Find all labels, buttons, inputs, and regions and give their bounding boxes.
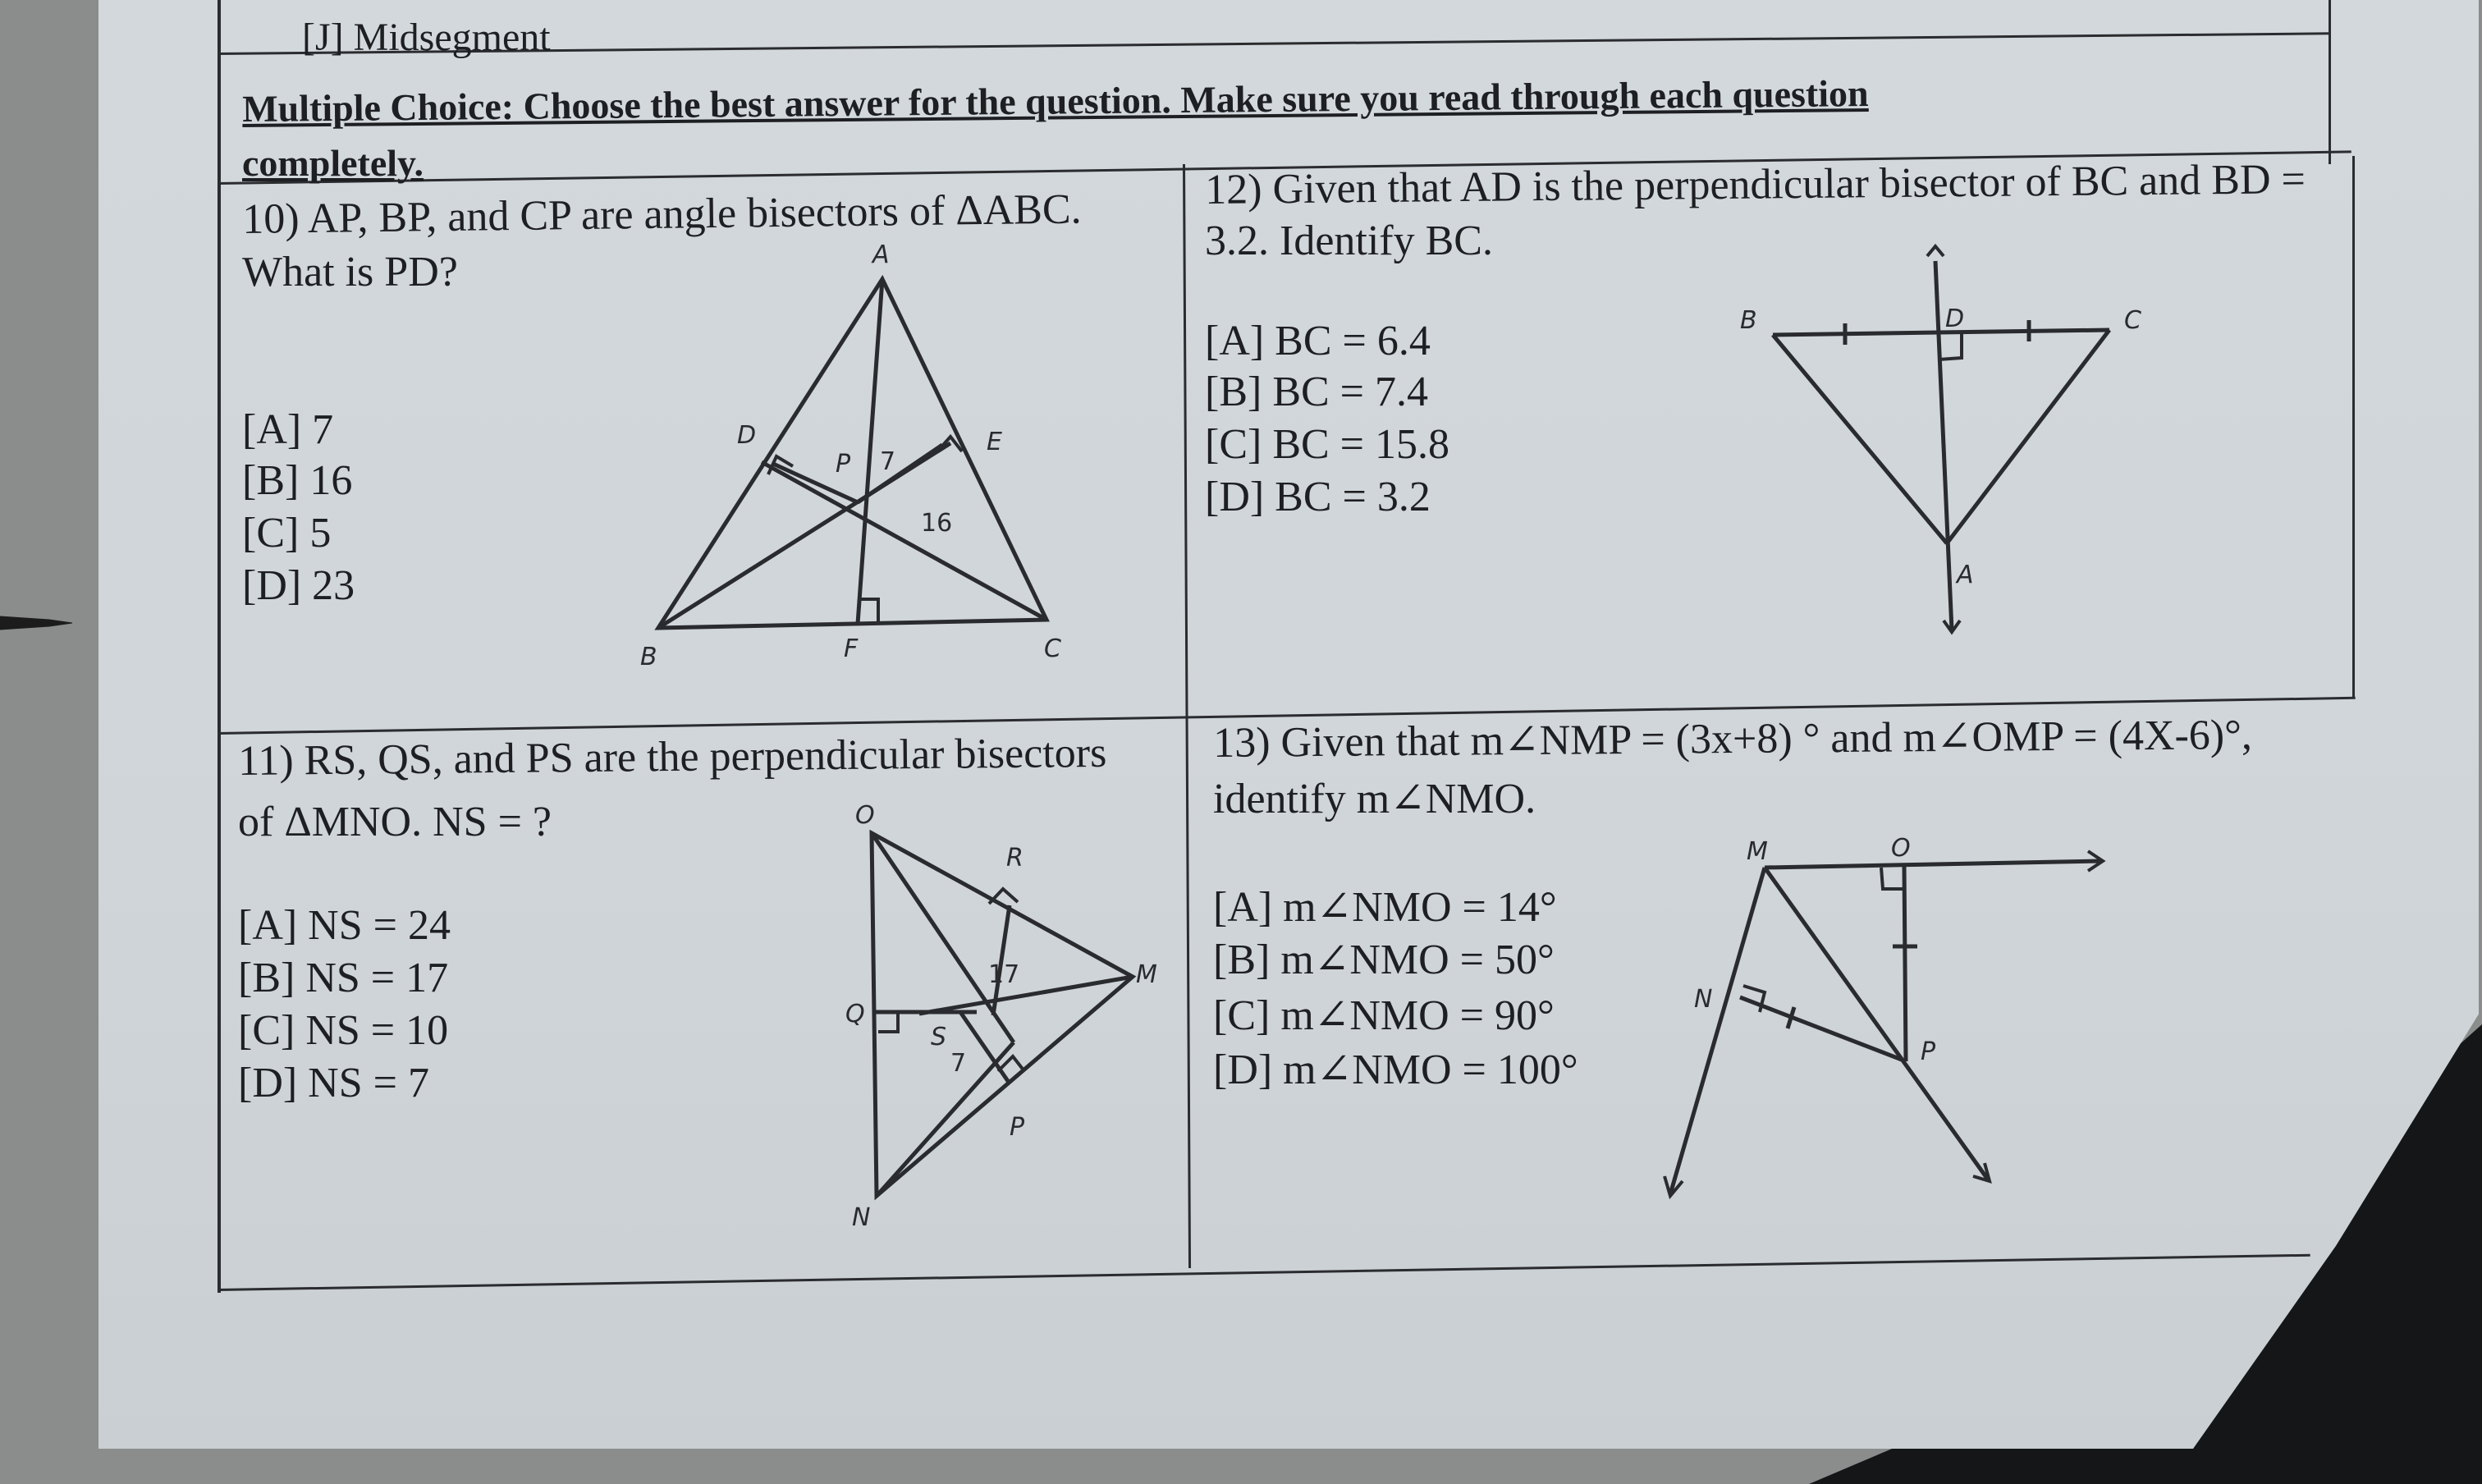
label-a: A [872,240,890,269]
q13-option-b[interactable]: [B] m∠NMO = 50° [1213,937,1555,983]
arrow-up [1927,246,1944,256]
segment-ba [1773,335,1947,543]
q11-prompt-line-1: 11) RS, QS, and PS are the perpendicular bisectors [237,729,1107,785]
section-title: [J] Midsegment [302,16,551,59]
label-d: D [1945,305,1965,333]
table-bottom-border [218,1254,2310,1291]
q11-option-d[interactable]: [D] NS = 7 [238,1060,429,1106]
q10-prompt-line-1: 10) AP, BP, and CP are angle bisectors of ΔABC. [241,186,1082,243]
bisector-c [762,462,1046,620]
q11-triangle-figure [837,800,1198,1244]
label-s: S [931,1023,947,1051]
segment-ca [1947,330,2109,543]
segment-ms [919,977,1133,1014]
ray-mp [1765,868,1988,1179]
q10-option-c[interactable]: [C] 5 [242,510,332,556]
value-pd: 7 [880,447,896,476]
label-p: P [836,450,851,479]
instructions-line-1: Multiple Choice: Choose the best answer for the question. Make sure you read through each question [241,71,1869,130]
q13-option-a[interactable]: [A] m∠NMO = 14° [1213,884,1557,931]
value-ms: 17 [988,960,1020,989]
value-sp: 7 [950,1049,967,1078]
q10-option-b[interactable]: [B] 16 [242,457,353,504]
q13-prompt-line-1: 13) Given that m∠NMP = (3x+8) ° and m∠OMP = (4X-6)°, [1212,712,2253,767]
bisector-a [858,279,882,624]
q12-option-a[interactable]: [A] BC = 6.4 [1205,318,1431,364]
label-c: C [2124,306,2141,335]
q13-angle-figure [1650,833,2142,1211]
q11-option-c[interactable]: [C] NS = 10 [238,1007,449,1054]
label-e: E [987,428,1002,456]
table-right-border-top [2329,0,2331,164]
segment-ns [877,1042,1014,1196]
right-angle-q [878,1012,898,1032]
q13-prompt-line-2: identify m∠NMO. [1213,776,1536,822]
right-angle-p [998,1056,1024,1071]
q12-option-b[interactable]: [B] BC = 7.4 [1205,369,1429,415]
label-b: B [1740,306,1757,335]
label-d: D [737,421,757,450]
q12-prompt-line-2: 3.2. Identify BC. [1205,218,1493,264]
table-left-border [218,0,221,1293]
q10-triangle-figure [624,230,1083,689]
value-pc: 16 [921,509,953,538]
q11-option-a[interactable]: [A] NS = 24 [238,902,451,949]
segment-bc [1773,330,2109,335]
q10-prompt-line-2: What is PD? [242,249,458,295]
table-right-border [2352,156,2355,698]
q11-option-b[interactable]: [B] NS = 17 [238,955,449,1001]
q12-option-d[interactable]: [D] BC = 3.2 [1205,474,1431,520]
label-p: P [1010,1113,1025,1142]
label-p: P [1921,1037,1936,1066]
q12-option-c[interactable]: [C] BC = 15.8 [1205,421,1450,468]
q10-option-d[interactable]: [D] 23 [242,562,355,609]
label-c: C [1044,634,1061,663]
label-m: M [1747,837,1768,866]
label-f: F [844,634,859,663]
q12-prompt-line-1: 12) Given that AD is the perpendicular bisector of BC and BD = [1204,156,2306,213]
q13-option-d[interactable]: [D] m∠NMO = 100° [1213,1047,1578,1093]
label-m: M [1136,960,1157,989]
label-a: A [1957,561,1974,589]
segment-op [1904,866,1906,1061]
ray-mo [1765,861,2101,868]
instructions-line-2: completely. [242,142,424,184]
q11-prompt-line-2: of ΔMNO. NS = ? [238,799,552,845]
right-angle-d [1939,333,1962,360]
ray-mn [1670,868,1765,1194]
label-n: N [852,1203,871,1232]
label-n: N [1694,985,1713,1014]
right-angle-o [1881,868,1904,889]
label-o: O [1891,834,1911,863]
right-angle-r [989,889,1018,904]
q12-triangle-figure [1724,246,2200,640]
label-q: Q [845,1000,865,1028]
label-b: B [640,643,657,671]
label-r: R [1006,844,1023,873]
label-o: O [855,801,875,830]
q10-option-a[interactable]: [A] 7 [242,406,334,453]
q13-option-c[interactable]: [C] m∠NMO = 90° [1213,992,1555,1039]
